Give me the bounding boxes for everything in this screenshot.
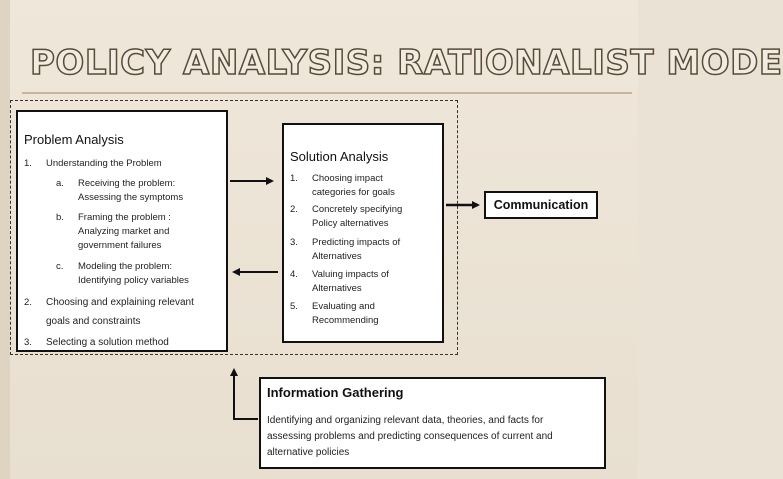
sa-item3-line1: Predicting impacts of [312, 237, 401, 248]
problem-analysis-box [16, 110, 228, 352]
pa-sub-a-line1: Receiving the problem: [78, 178, 176, 189]
sa-item5-line2: Recommending [312, 315, 379, 326]
sa-item2-num: 2. [290, 204, 298, 215]
sa-item3-line2: Alternatives [312, 251, 362, 262]
sa-item4-line2: Alternatives [312, 283, 362, 294]
pa-item3-label: Selecting a solution method [46, 337, 169, 348]
sa-item1-line2: categories for goals [312, 187, 395, 198]
sa-item5-num: 5. [290, 301, 298, 312]
sa-item2-line2: Policy alternatives [312, 218, 389, 229]
title-rule [22, 92, 632, 94]
pa-item3-num: 3. [24, 337, 32, 348]
slide-title: POLICY ANALYSIS: RATIONALIST MODE [30, 43, 783, 83]
communication-box [484, 191, 598, 219]
left-accent-bar [0, 0, 10, 479]
pa-sub-a-num: a. [56, 178, 64, 189]
solution-analysis-heading: Solution Analysis [290, 149, 389, 164]
pa-sub-b-num: b. [56, 212, 64, 223]
sa-item1-num: 1. [290, 173, 298, 184]
pa-item2-line2: goals and constraints [46, 316, 141, 327]
sa-item4-num: 4. [290, 269, 298, 280]
information-gathering-description [267, 413, 601, 461]
information-gathering-box [259, 377, 606, 469]
pa-sub-b-line1: Framing the problem : [78, 212, 171, 223]
pa-sub-c-line2: Identifying policy variables [78, 275, 189, 286]
pa-sub-b-line3: government failures [78, 240, 162, 251]
pa-item2-line1: Choosing and explaining relevant [46, 297, 194, 308]
ig-desc-line1: Identifying and organizing relevant data, theories, and facts for [267, 415, 544, 426]
pa-sub-b-line2: Analyzing market and [78, 226, 170, 237]
sa-item2-line1: Concretely specifying [312, 204, 403, 215]
pa-item1-num: 1. [24, 158, 32, 169]
sa-item1-line1: Choosing impact [312, 173, 383, 184]
problem-analysis-heading: Problem Analysis [24, 132, 124, 147]
sa-item3-num: 3. [290, 237, 298, 248]
pa-sub-c-num: c. [56, 261, 64, 272]
ig-desc-line2: assessing problems and predicting consequences of current and [267, 431, 553, 442]
pa-item1-label: Understanding the Problem [46, 158, 162, 169]
ig-desc-line3: alternative policies [267, 447, 350, 458]
sa-item5-line1: Evaluating and [312, 301, 375, 312]
pa-item2-num: 2. [24, 297, 32, 308]
solution-analysis-box [282, 123, 444, 343]
sa-item4-line1: Valuing impacts of [312, 269, 389, 280]
information-gathering-heading: Information Gathering [267, 385, 404, 400]
communication-label: Communication [493, 198, 589, 212]
pa-sub-c-line1: Modeling the problem: [78, 261, 172, 272]
pa-sub-a-line2: Assessing the symptoms [78, 192, 184, 203]
